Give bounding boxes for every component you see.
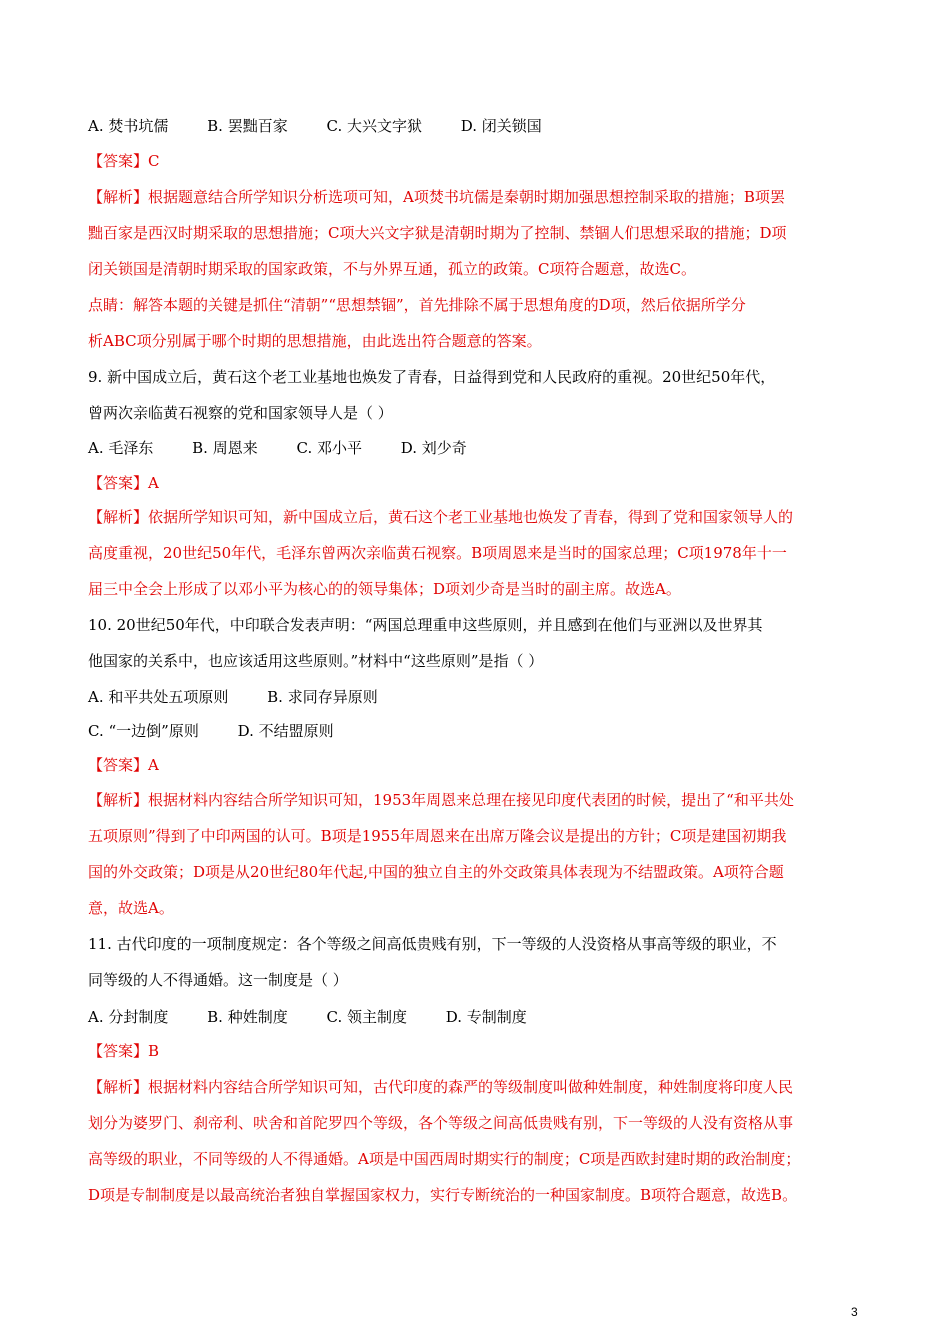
q8-options xyxy=(88,116,868,136)
q10-options-row-2 xyxy=(88,721,868,741)
option-a: A. 和平共处五项原则 xyxy=(88,688,229,706)
page-number: 3 xyxy=(851,1305,858,1319)
q11-question-line: 同等级的人不得通婚。这一制度是（ ） xyxy=(88,971,348,989)
q9-explanation-line: 届三中全会上形成了以邓小平为核心的的领导集体；D项刘少奇是当时的副主席。故选A。 xyxy=(88,580,681,598)
q10-question-line: 10. 20世纪50年代，中印联合发表声明：“两国总理重申这些原则，并且感到在他们与亚洲以及世界其 xyxy=(88,616,763,634)
option-d: D. 刘少奇 xyxy=(400,439,467,457)
q11-explanation-line: 划分为婆罗门、刹帝利、吠舍和首陀罗四个等级，各个等级之间高低贵贱有别，下一等级的人没有资格从事 xyxy=(88,1114,794,1132)
q8-answer: 【答案】C xyxy=(88,152,160,170)
option-c: C. “一边倒”原则 xyxy=(88,722,199,740)
option-b: B. 周恩来 xyxy=(192,439,258,457)
option-a: A. 毛泽东 xyxy=(88,439,154,457)
q9-explanation-line: 高度重视，20世纪50年代，毛泽东曾两次亲临黄石视察。B项周恩来是当时的国家总理；C项1978年十一 xyxy=(88,544,787,562)
q9-options xyxy=(88,438,868,458)
option-b: B. 求同存异原则 xyxy=(267,688,378,706)
option-a: A. 分封制度 xyxy=(88,1008,169,1026)
q11-explanation-line: D项是专制制度是以最高统治者独自掌握国家权力，实行专断统治的一种国家制度。B项符合题意，故选B。 xyxy=(88,1186,798,1204)
q10-explanation-line: 【解析】根据材料内容结合所学知识可知，1953年周恩来总理在接见印度代表团的时候，提出了“和平共处 xyxy=(88,791,794,809)
q9-answer: 【答案】A xyxy=(88,474,159,492)
q8-tip-line: 析ABC项分别属于哪个时期的思想措施，由此选出符合题意的答案。 xyxy=(88,332,542,350)
option-d: D. 闭关锁国 xyxy=(460,117,542,135)
q11-explanation-line: 【解析】根据材料内容结合所学知识可知，古代印度的森严的等级制度叫做种姓制度，种姓制度将印度人民 xyxy=(88,1078,794,1096)
option-c: C. 大兴文字狱 xyxy=(326,117,422,135)
q8-explanation-line: 【解析】根据题意结合所学知识分析选项可知，A项焚书坑儒是秦朝时期加强思想控制采取的措施；B项罢 xyxy=(88,188,785,206)
q8-explanation-line: 闭关锁国是清朝时期采取的国家政策，不与外界互通，孤立的政策。C项符合题意，故选C。 xyxy=(88,260,696,278)
q11-options xyxy=(88,1007,868,1027)
q10-options-row-1 xyxy=(88,687,868,707)
q8-explanation-line: 黜百家是西汉时期采取的思想措施；C项大兴文字狱是清朝时期为了控制、禁锢人们思想采取的措施；D项 xyxy=(88,224,787,242)
option-b: B. 种姓制度 xyxy=(207,1008,288,1026)
q10-explanation-line: 五项原则”得到了中印两国的认可。B项是1955年周恩来在出席万隆会议是提出的方针；C项是建国初期我 xyxy=(88,827,787,845)
option-c: C. 领主制度 xyxy=(326,1008,407,1026)
q11-explanation-line: 高等级的职业，不同等级的人不得通婚。A项是中国西周时期实行的制度；C项是西欧封建时期的政治制度； xyxy=(88,1150,801,1168)
q10-question-line: 他国家的关系中，也应该适用这些原则。”材料中“这些原则”是指（ ） xyxy=(88,652,544,670)
option-d: D. 专制制度 xyxy=(445,1008,527,1026)
option-a: A. 焚书坑儒 xyxy=(88,117,169,135)
option-d: D. 不结盟原则 xyxy=(237,722,334,740)
q9-question-line: 9. 新中国成立后，黄石这个老工业基地也焕发了青春，日益得到党和人民政府的重视。20世纪50年代， xyxy=(88,368,776,386)
q11-answer: 【答案】B xyxy=(88,1042,160,1060)
q8-tip-line: 点睛：解答本题的关键是抓住“清朝”“思想禁锢”，首先排除不属于思想角度的D项，然后依据所学分 xyxy=(88,296,746,314)
q10-explanation-line: 国的外交政策；D项是从20世纪80年代起,中国的独立自主的外交政策具体表现为不结盟政策。A项符合题 xyxy=(88,863,784,881)
q10-explanation-line: 意，故选A。 xyxy=(88,899,174,917)
q11-question-line: 11. 古代印度的一项制度规定：各个等级之间高低贵贱有别，下一等级的人没资格从事高等级的职业，不 xyxy=(88,935,777,953)
option-b: B. 罢黜百家 xyxy=(207,117,288,135)
q10-answer: 【答案】A xyxy=(88,756,159,774)
option-c: C. 邓小平 xyxy=(296,439,362,457)
q9-question-line: 曾两次亲临黄石视察的党和国家领导人是（ ） xyxy=(88,404,393,422)
q9-explanation-line: 【解析】依据所学知识可知，新中国成立后，黄石这个老工业基地也焕发了青春，得到了党和国家领导人的 xyxy=(88,508,794,526)
